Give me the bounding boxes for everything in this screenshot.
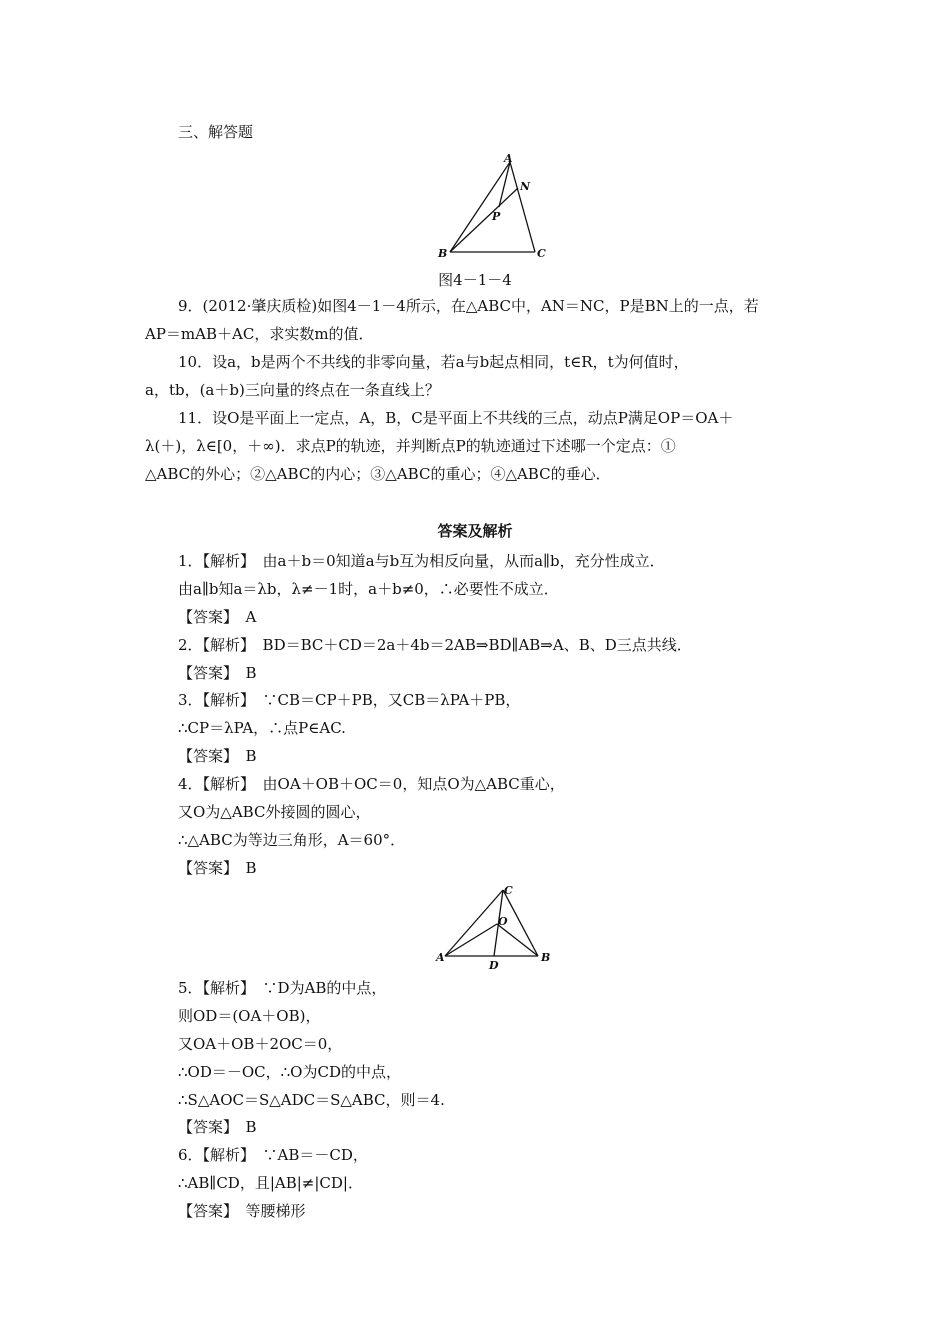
problem-9-line-1: 9．(2012·肇庆质检)如图4－1－4所示，在△ABC中，AN＝NC，P是BN上的一点，若 <box>178 297 759 315</box>
edge-ac <box>510 162 535 252</box>
label-a: A <box>504 152 513 165</box>
answer-line: 【答案】 B <box>178 664 257 682</box>
answer-line: 又OA＋OB＋2OC＝0， <box>178 1035 343 1053</box>
label-c: C <box>504 884 513 897</box>
answer-line: 2．【解析】 BD＝BC＋CD＝2a＋4b＝2AB⇒BD∥AB⇒A、B、D三点共线． <box>178 636 692 654</box>
problem-10-line-1: 10．设a，b是两个不共线的非零向量，若a与b起点相同，t∈R，t为何值时， <box>178 353 689 371</box>
edge-ac <box>445 890 503 956</box>
answer-line: 【答案】 B <box>178 1118 257 1136</box>
label-p: P <box>492 210 501 223</box>
segment-ao <box>445 924 497 956</box>
answer-line: 6．【解析】 ∵AB＝－CD， <box>178 1146 368 1164</box>
answer-line: 【答案】 B <box>178 859 257 877</box>
answer-line: 则OD＝(OA＋OB)， <box>178 1007 321 1025</box>
answer-line: 【答案】 B <box>178 747 257 765</box>
answer-line: ∴OD＝－OC，∴O为CD的中点， <box>178 1063 401 1081</box>
answer-line: 5．【解析】 ∵D为AB的中点， <box>178 979 387 997</box>
problem-11-line-2: λ(＋)，λ∈[0，＋∞)．求点P的轨迹，并判断点P的轨迹通过下述哪一个定点：① <box>145 437 676 455</box>
edge-ab <box>450 162 510 252</box>
answer-line: 1．【解析】 由a＋b＝0知道a与b互为相反向量，从而a∥b，充分性成立． <box>178 552 665 570</box>
figure-triangle-abn <box>425 150 565 265</box>
answer-line: ∴S△AOC＝S△ADC＝S△ABC，则＝4. <box>178 1091 445 1109</box>
label-n: N <box>520 180 531 193</box>
label-d: D <box>489 959 499 972</box>
answer-line: 【答案】 等腰梯形 <box>178 1202 306 1220</box>
label-b: B <box>438 247 448 260</box>
section-title: 三、解答题 <box>178 123 254 141</box>
problem-11-line-1: 11．设O是平面上一定点，A，B，C是平面上不共线的三点，动点P满足OP＝OA＋ <box>178 409 734 427</box>
answer-line: 由a∥b知a＝λb，λ≠－1时，a＋b≠0，∴必要性不成立． <box>178 580 559 598</box>
segment-bo <box>497 924 538 956</box>
answer-line: 又O为△ABC外接圆的圆心， <box>178 803 371 821</box>
problem-10-line-2: a，tb，(a＋b)三向量的终点在一条直线上？ <box>145 381 440 399</box>
label-c: C <box>537 247 546 260</box>
problem-11-line-3: △ABC的外心；②△ABC的内心；③△ABC的重心；④△ABC的垂心． <box>145 465 611 483</box>
label-b: B <box>541 951 551 964</box>
segment-bn <box>450 188 518 252</box>
figure-caption: 图4－1－4 <box>438 271 512 289</box>
answer-line: 3．【解析】 ∵CB＝CP＋PB，又CB＝λPA＋PB， <box>178 691 521 709</box>
problem-9-line-2: AP＝mAB＋AC，求实数m的值． <box>145 325 374 343</box>
label-a: A <box>436 951 445 964</box>
edge-cb <box>503 890 538 956</box>
answer-line: ∴AB∥CD，且|AB|≠|CD|． <box>178 1174 363 1192</box>
answer-line: 4．【解析】 由OA＋OB＋OC＝0，知点O为△ABC重心， <box>178 775 565 793</box>
answer-line: ∴CP＝λPA，∴点P∈AC. <box>178 719 346 737</box>
label-o: O <box>498 915 508 928</box>
answers-heading: 答案及解析 <box>437 522 513 540</box>
figure-triangle-aob <box>430 880 560 972</box>
answer-line: 【答案】 A <box>178 608 257 626</box>
answer-line: ∴△ABC为等边三角形，A＝60°． <box>178 831 406 849</box>
